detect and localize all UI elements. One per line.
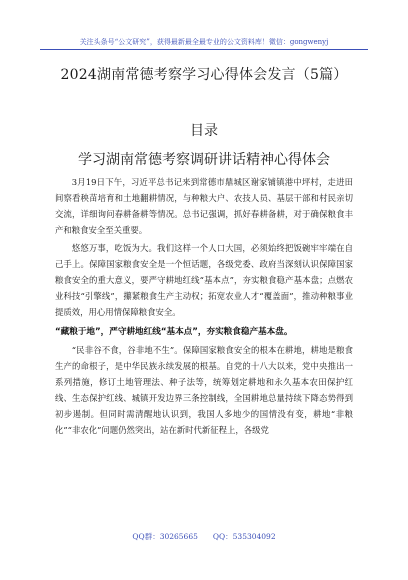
paragraph: “民非谷不食，谷非地不生”。保障国家粮食安全的根本在耕地，耕地是粮食生产的命根子，是中华民族永续发展的根基。自党的十八大以来，党中央推出一系列措施，修订土地管理法、种子法等，统筹划定耕地和永久基本农田保护红线、生态保护红线、城镇开发边界三条控制线，全国耕地总量持续下降态势得到初步遏制。但同时需清醒地认识到，我国人多地少的国情没有变，耕地“非粮化”“非农化”问题仍然突出，站在新时代新征程上，各级党	[55, 345, 353, 435]
header-divider	[40, 49, 368, 50]
toc-heading: 目录	[190, 123, 218, 139]
paragraph: 3月19日下午，习近平总书记来到常德市鼎城区谢家铺镇港中坪村，走进田间察看秧苗培育和土地翻耕情况，与种粮大户、农技人员、基层干部和村民亲切交流，详细询问春耕备耕等情况。总书记强调，抓好春耕备耕，对于确保粮食丰产和粮食安全至关重要。	[55, 177, 353, 235]
header-promo-note: 关注头条号“公文研究”，获得最新最全最专业的公文资料库！微信：gongwenyj	[79, 38, 329, 46]
section-title: 学习湖南常德考察调研讲话精神心得体会	[78, 152, 330, 168]
body-text	[55, 174, 353, 440]
subheading: “藏粮于地”，严守耕地红线“基本点”，夯实粮食稳产基本盘。	[55, 327, 293, 337]
paragraph: 悠悠万事，吃饭为大。我们这样一个人口大国，必须始终把饭碗牢牢端在自己手上。保障国家粮食安全是一个恒话题，各级党委、政府当深刻认识保障国家粮食安全的重大意义，要严守耕地红线“基本点”，夯实粮食稳产基本盘；点燃农业科技“引擎线”，攥紧粮食生产主动权；拓宽农业人才“覆盖面”，推动种粮事业提质效，用心用情保障粮食安全。	[55, 243, 353, 317]
document-title: 2024湖南常德考察学习心得体会发言（5篇）	[60, 67, 348, 83]
footer-contacts: QQ群：30265665 QQ：535304092	[132, 532, 276, 541]
